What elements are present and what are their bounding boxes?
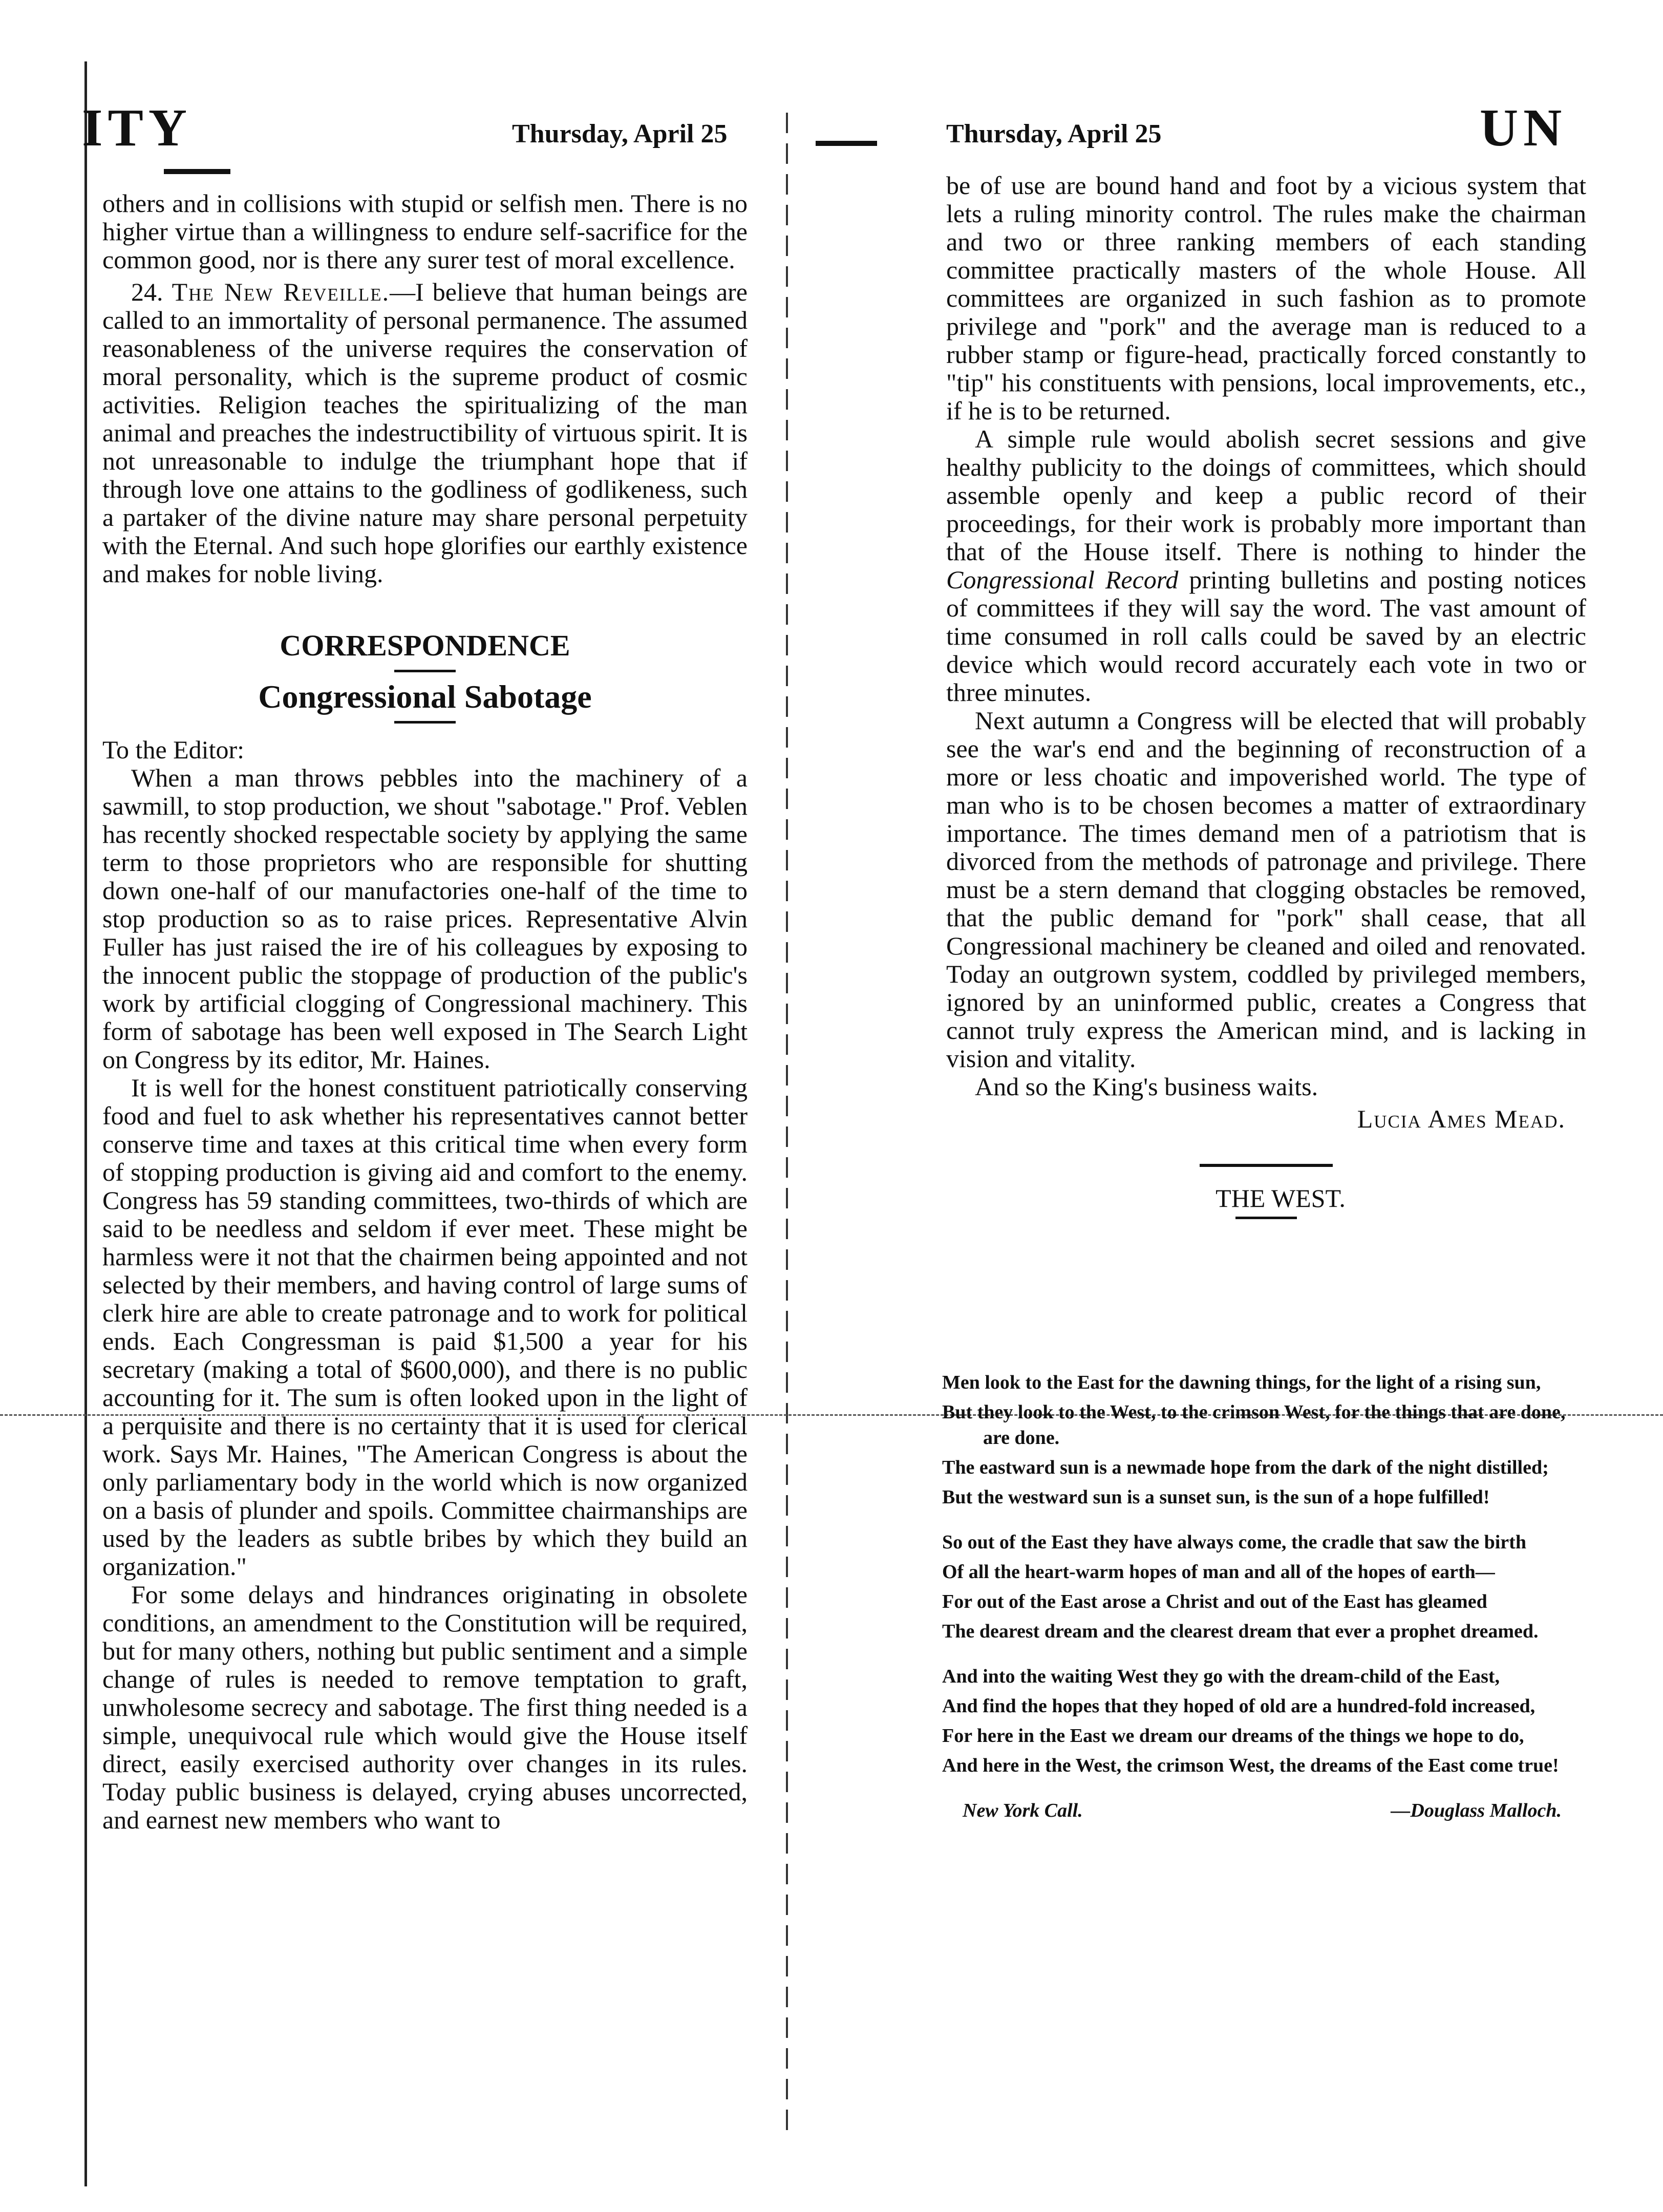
poem-line: The eastward sun is a newmade hope from the dark of the night distilled; <box>942 1457 1549 1478</box>
poem-line: And into the waiting West they go with the dream-child of the East, <box>942 1666 1500 1687</box>
paragraph-24 <box>102 278 748 588</box>
article-title: Congressional Sabotage <box>258 678 592 715</box>
article-paragraph-2: It is well for the honest constituent patriotically conserving food and fuel to ask whether his representatives cannot better conserve time and taxes at this critical time when every form of stopping production is giving aid and comfort to the enemy. Congress has 59 standing committees, two-thirds of which are said to be needless and seldom if ever meet. These might be harmless were it not that the chairmen being appointed and not selected by their members, and having control of large sums of clerk hire are able to create patronage and to work for political ends. Each Congressman is paid $1,500 a year for his secretary (making a total of $600,000), and there is no public accounting for it. The sum is often looked upon in the light of a perquisite and there is no certainty that it is used for clerical work. Says Mr. Haines, "The American Congress is about the only parliamentary body in the world which is now organized on a basis of plunder and spoils. Committee chairmanships are used by the leaders as subtle bribes by which they build an organization." <box>102 1073 748 1581</box>
right-closing: And so the King's business waits. <box>975 1072 1318 1101</box>
left-continuation: others and in collisions with stupid or selfish men. There is no higher virtue than a willingness to endure self-sacrifice for the common good, nor is there any surer test of moral excellence. <box>102 189 748 274</box>
masthead-right: UN <box>1480 98 1567 157</box>
poem-line: But they look to the West, to the crimson West, for the things that are done, are done. <box>942 1401 1566 1449</box>
congressional-record-title: Congressional Record <box>946 565 1179 594</box>
poem-line: The dearest dream and the clearest dream that ever a prophet dreamed. <box>942 1621 1539 1642</box>
poem-line: For here in the East we dream our dreams of the things we hope to do, <box>942 1725 1524 1747</box>
poem-credit <box>942 1798 1582 1823</box>
left-margin-rule <box>84 61 87 2186</box>
poem-line: And find the hopes that they hoped of old are a hundred-fold increased, <box>942 1695 1536 1717</box>
poem-line: So out of the East they have always come, the cradle that saw the birth <box>942 1532 1526 1553</box>
right-paragraph-3: Next autumn a Congress will be elected that will probably see the war's end and the beginning of reconstruction of a more or less choatic and impoverished world. The type of man who is to be chosen becomes a matter of extraordinary importance. The times demand men of a patriotism that is divorced from the methods of patronage and privilege. There must be a stern demand that clogging obstacles be removed, that the public demand for "pork" shall cease, that all Congressional machinery be cleaned and oiled and renovated. Today an outgrown system, coddled by privileged members, ignored by an uninformed public, creates a Congress that cannot truly express the American mind, and is lacking in vision and vitality. <box>946 706 1586 1073</box>
poem-source: New York Call. <box>963 1800 1083 1821</box>
article-paragraph-3: For some delays and hindrances originating in obsolete conditions, an amendment to the Constitution will be required, but for many others, nothing but public sentiment and a simple change of rules is needed to remove temptation to graft, unwholesome secrecy and sabotage. The first thing needed is a simple, unequivocal rule which would give the House itself direct, easily exercised authority over changes in its rules. Today public business is delayed, crying abuses uncorrected, and earnest new members who want to <box>102 1580 748 1834</box>
salutation: To the Editor: <box>102 735 245 764</box>
date-left: Thursday, April 25 <box>512 119 728 148</box>
right-continuation: be of use are bound hand and foot by a vicious system that lets a ruling minority control. The rules make the chairman and two or three ranking members of each standing committee practically masters of the whole House. All committees are organized in such fashion as to promote privilege and "pork" and the average man is reduced to a rubber stamp or figure-head, practically forced constantly to "tip" his constituents with pensions, local improvements, etc., if he is to be returned. <box>946 171 1586 425</box>
date-right: Thursday, April 25 <box>946 119 1162 148</box>
right-paragraph-2-end: printing bulletins and posting notices of committees if they will say the word. The vast amount of time consumed in roll calls could be saved by an electric device which would record accurately each vote in two or three minutes. <box>946 565 1587 707</box>
poem-title: THE WEST. <box>1216 1184 1346 1213</box>
left-column <box>102 189 748 1834</box>
paragraph-24-body: —I believe that human beings are called to an immortality of personal permanence. The assumed reasonableness of the universe requires the conservation of moral personality, which is the supreme product of cosmic activities. Religion teaches the spiritualizing of the man animal and preaches the indestructibility of virtuous spirit. It is not unreasonable to indulge the triumphant hope that if through love one attains to the godliness of godlikeness, such a partaker of the divine nature may share personal perpetuity with the Eternal. And such hope glorifies our earthly existence and makes for noble living. <box>102 278 748 588</box>
poem-line: Men look to the East for the dawning things, for the light of a rising sun, <box>942 1372 1541 1393</box>
poem <box>942 1370 1582 1823</box>
poem-line: And here in the West, the crimson West, the dreams of the East come true! <box>942 1755 1559 1776</box>
poem-stanza <box>942 1370 1582 1510</box>
poem-line: But the westward sun is a sunset sun, is the sun of a hope fulfilled! <box>942 1486 1490 1508</box>
signature <box>946 1105 1586 1133</box>
masthead-underline <box>164 169 230 174</box>
right-paragraph-2-start: A simple rule would abolish secret sessions and give healthy publicity to the doings of committees, which should assemble openly and keep a public record of their proceedings, for their work is probably more important than that of the House itself. There is nothing to hinder the <box>946 424 1586 566</box>
poem-title-rule <box>1235 1217 1297 1219</box>
article-paragraph-1: When a man throws pebbles into the machinery of a sawmill, to stop production, we shout "sabotage." Prof. Veblen has recently shocked respectable society by applying the same term to those proprietors who are responsible for shutting down one-half of our manufactories one-half of the time to stop production so as to raise prices. Representative Alvin Fuller has just raised the ire of his colleagues by exposing to the innocent public the stoppage of production of the public's work by artificial clogging of Congressional machinery. This form of sabotage has been well exposed in The Search Light on Congress by its editor, Mr. Haines. <box>102 763 748 1074</box>
poem-line: For out of the East arose a Christ and out of the East has gleamed <box>942 1591 1487 1612</box>
signature-name: Lucia Ames Mead. <box>1357 1104 1566 1133</box>
right-paragraph-2 <box>946 425 1586 707</box>
poem-author: —Douglass Malloch. <box>1391 1800 1562 1821</box>
masthead-left: ITY <box>82 98 192 157</box>
poem-stanza <box>942 1529 1582 1644</box>
section-heading: CORRESPONDENCE <box>280 629 570 662</box>
poem-line: Of all the heart-warm hopes of man and all of the hopes of earth— <box>942 1561 1495 1583</box>
center-dash <box>816 141 877 146</box>
paragraph-24-number: 24. <box>131 278 172 306</box>
paragraph-24-title: The New Reveille. <box>172 278 390 306</box>
page-spine <box>786 113 788 2135</box>
right-column <box>946 172 1586 1219</box>
poem-stanza <box>942 1664 1582 1778</box>
